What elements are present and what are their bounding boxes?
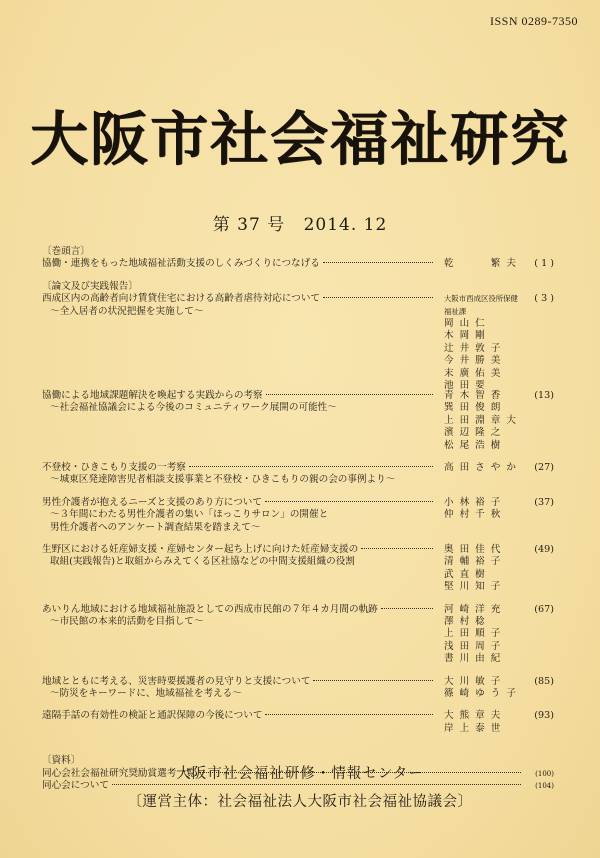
page-number: (104) xyxy=(535,781,554,790)
author-name: 澤村稔 xyxy=(444,615,491,627)
author-name: 篠崎ゆう子 xyxy=(444,687,522,699)
toc-entry[interactable] xyxy=(42,258,554,270)
section-gap xyxy=(42,271,554,281)
page-number: (100) xyxy=(535,769,554,778)
author-name: 仲村千秋 xyxy=(444,509,507,521)
entry-gap xyxy=(42,452,554,462)
author-name: 巽田俊朗 xyxy=(444,402,507,414)
page-number: (67) xyxy=(534,603,554,615)
author-list xyxy=(444,293,524,392)
author-list xyxy=(444,544,524,594)
author-name: 武直樹 xyxy=(444,568,491,580)
author-name: 大熊章夫 xyxy=(444,710,507,722)
toc-entry[interactable] xyxy=(42,390,554,452)
toc-entry[interactable] xyxy=(42,462,554,487)
page-number: (27) xyxy=(534,462,554,473)
leader-dots xyxy=(323,297,433,298)
article-title: 同心会社会福祉研究奨励賞選考一覧 xyxy=(42,767,196,779)
article-title: 遠隔手話の有効性の検証と通訳保障の今後について xyxy=(42,710,263,722)
article-subtitle: 〜防災をキーワードに、地域福祉を考える〜 xyxy=(50,687,242,699)
author-name: 松尾浩樹 xyxy=(444,439,507,451)
article-subtitle: 男性介護者へのアンケート調査結果を踏まえて〜 xyxy=(50,521,261,533)
article-title: あいりん地域における地域福祉施設としての西成市民館の７年４カ月間の軌跡 xyxy=(42,603,378,615)
page-number: (49) xyxy=(534,543,554,555)
author-name: 河崎洋充 xyxy=(444,603,507,615)
article-title: 不登校・ひきこもり支援の一考察 xyxy=(42,462,186,473)
article-subtitle: 〜社会福祉協議会による今後のコミュニティワーク展開の可能性〜 xyxy=(50,402,337,414)
page-number: (85) xyxy=(534,675,554,687)
author-list xyxy=(444,497,524,522)
author-name: 浅田周子 xyxy=(444,640,507,652)
author-name: 辻井敦子 xyxy=(444,342,507,354)
leader-dots xyxy=(381,608,433,609)
article-title: 協働・連携をもった地域福祉活動支援のしくみづくりにつなげる xyxy=(42,258,320,270)
leader-dots xyxy=(112,784,521,785)
toc-entry[interactable] xyxy=(42,544,554,594)
author-name: 上田順子 xyxy=(444,628,507,640)
page-number: ( 1 ) xyxy=(534,258,554,270)
leader-dots xyxy=(189,466,433,467)
article-subtitle: 〜３年間にわたる男性介護者の集い「ほっこりサロン」の開催と xyxy=(50,509,329,521)
section-label: 〔資料〕 xyxy=(42,755,81,767)
author-name: 池田要 xyxy=(444,380,491,392)
author-name: 今井勝美 xyxy=(444,355,507,367)
author-list xyxy=(444,462,524,474)
author-name: 奥田佳代 xyxy=(444,543,507,555)
author-name: 乾 繁夫 xyxy=(444,258,522,270)
article-subtitle: 〜市民館の本来的活動を目指して〜 xyxy=(50,615,204,627)
article-subtitle: 〜城東区発達障害児者相談支援事業と不登校・ひきこもりの親の会の事例より〜 xyxy=(50,474,396,486)
leader-dots xyxy=(265,501,433,502)
toc-entry[interactable] xyxy=(42,604,554,666)
section-gap xyxy=(42,745,554,755)
entry-gap xyxy=(42,666,554,676)
author-name: 上田淵章大 xyxy=(444,414,522,426)
toc-entry[interactable] xyxy=(42,497,554,534)
article-title: 西成区内の高齢者向け賃貸住宅における高齢者虐待対応について xyxy=(42,293,321,305)
author-name: 末廣佑美 xyxy=(444,367,507,379)
leader-dots xyxy=(323,262,433,263)
author-name: 書川由紀 xyxy=(444,653,507,665)
author-name: 小林裕子 xyxy=(444,496,507,508)
author-affiliation: 大阪市西成区役所保健福祉課 xyxy=(444,294,518,316)
author-list xyxy=(444,710,524,735)
article-subtitle: 〜全入居者の状況把握を実施して〜 xyxy=(50,305,204,317)
issue-date: 2014. 12 xyxy=(303,215,388,235)
page-number: (13) xyxy=(534,390,554,401)
leader-dots xyxy=(313,680,433,681)
page-number: (37) xyxy=(534,496,554,508)
toc-entry[interactable] xyxy=(42,293,554,392)
author-name: 堅川知子 xyxy=(444,581,507,593)
issn-number: ISSN 0289-7350 xyxy=(489,14,578,28)
issue-info xyxy=(0,210,600,235)
article-title: 男性介護者が抱えるニーズと支援のあり方について xyxy=(42,496,262,508)
page-number: (93) xyxy=(534,710,554,722)
author-name: 清輔裕子 xyxy=(444,556,507,568)
entry-gap xyxy=(42,735,554,745)
author-name: 岡山仁 xyxy=(444,318,491,330)
entry-gap xyxy=(42,594,554,604)
leader-dots xyxy=(266,394,433,395)
entry-gap xyxy=(42,534,554,544)
toc-entry[interactable] xyxy=(42,710,554,735)
page-number: ( 3 ) xyxy=(534,293,554,305)
article-subtitle: 取組(実践報告)と取組からみえてくる区社協などの中間支援組織の役割 xyxy=(50,556,355,568)
section-label: 〔論文及び実践報告〕 xyxy=(42,280,138,292)
toc-entry-line xyxy=(42,474,554,486)
publisher-name: 大阪市社会福祉研修・情報センター xyxy=(176,766,424,782)
issue-number: 第 37 号 xyxy=(212,215,286,235)
author-name: 青木智香 xyxy=(444,390,507,401)
author-list xyxy=(444,390,524,452)
article-title: 生野区における妊産婦支援・産婦センター起ち上げに向けた妊産婦支援の xyxy=(42,543,359,555)
article-title: 協働による地域課題解決を喚起する実践からの考察 xyxy=(42,390,263,401)
author-name: 濱辺隆之 xyxy=(444,427,507,439)
author-list xyxy=(444,604,524,666)
author-list xyxy=(444,258,524,270)
toc-entry-line xyxy=(42,522,554,534)
author-name: 木岡剛 xyxy=(444,330,491,342)
section-label: 〔巻頭言〕 xyxy=(42,246,90,257)
toc-entry[interactable] xyxy=(42,676,554,701)
author-name: 高田さやか xyxy=(444,462,522,473)
journal-title: 大阪市社会福祉研究 xyxy=(29,105,570,173)
author-name: 大川敏子 xyxy=(444,675,507,687)
author-name: 岸上泰世 xyxy=(444,722,507,734)
article-title: 同心会について xyxy=(42,779,109,791)
entry-gap xyxy=(42,487,554,497)
leader-dots xyxy=(265,714,433,715)
author-list xyxy=(444,676,524,701)
entry-gap xyxy=(42,700,554,710)
table-of-contents xyxy=(42,246,554,802)
operator-name: 〔運営主体：社会福祉法人大阪市社会福祉協議会〕 xyxy=(127,794,473,810)
leader-dots xyxy=(361,548,433,549)
article-title: 地域とともに考える、災害時要援護者の見守りと支援について xyxy=(42,675,311,687)
